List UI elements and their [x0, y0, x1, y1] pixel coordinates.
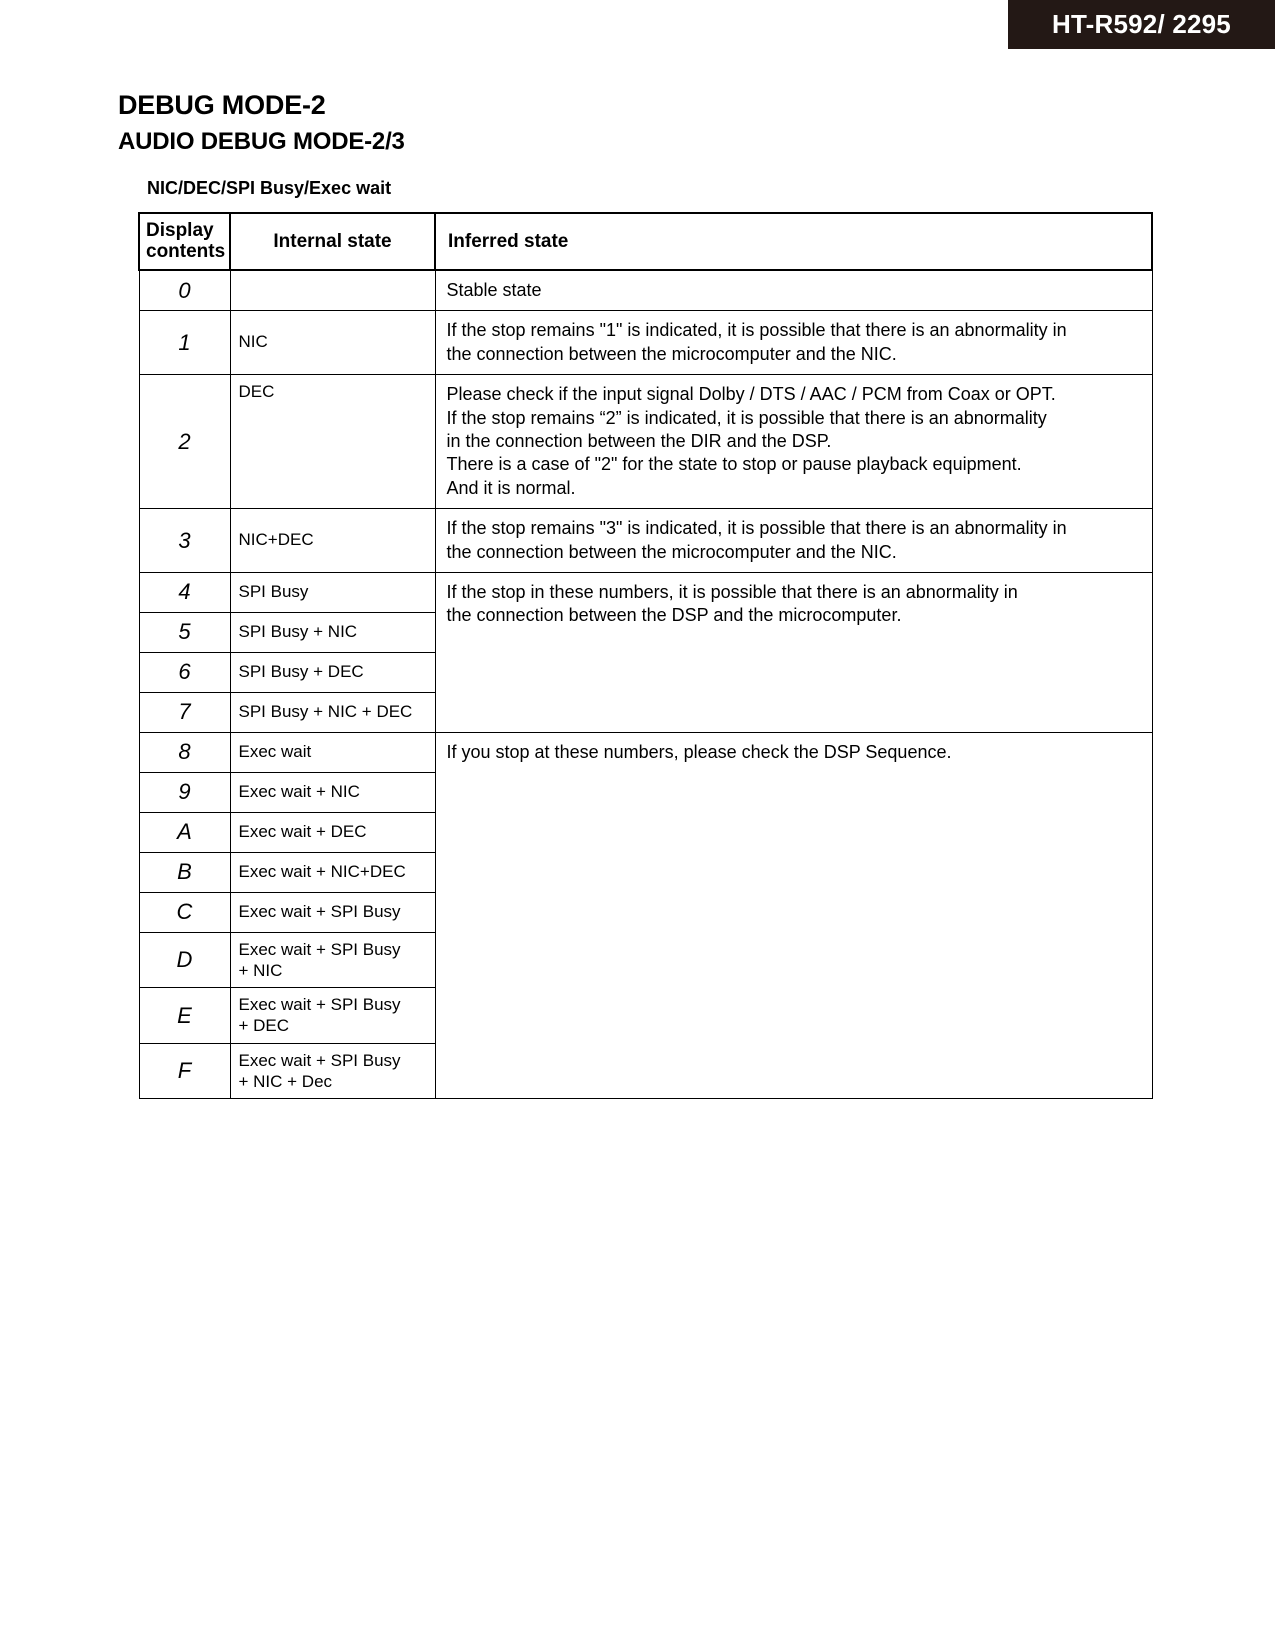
- cell-display-contents: [139, 311, 230, 375]
- inferred-line: the connection between the microcomputer and the NIC.: [446, 343, 897, 364]
- internal-line: + NIC + Dec: [238, 1071, 333, 1091]
- inferred-line: the connection between the microcomputer and the NIC.: [446, 541, 897, 562]
- cell-internal-state: Exec wait + NIC: [230, 772, 435, 812]
- table-row: [139, 270, 1152, 311]
- page-title: DEBUG MODE-2: [118, 90, 326, 120]
- internal-line: Exec wait + SPI Busy: [238, 995, 401, 1015]
- cell-inferred-state: Stable state: [435, 270, 1152, 311]
- display-value: C: [176, 899, 193, 925]
- cell-display-contents: [139, 572, 230, 612]
- internal-line: Exec wait + SPI Busy: [238, 939, 401, 959]
- section-label: NIC/DEC/SPI Busy/Exec wait: [147, 178, 392, 198]
- table-row: [139, 311, 1152, 375]
- cell-internal-state: Exec wait + NIC+DEC: [230, 852, 435, 892]
- display-value: 9: [178, 779, 191, 805]
- display-value: 8: [178, 739, 191, 765]
- cell-display-contents: [139, 692, 230, 732]
- cell-display-contents: [139, 852, 230, 892]
- cell-display-contents: [139, 932, 230, 987]
- cell-internal-state: DEC: [230, 375, 435, 509]
- display-value: 3: [178, 527, 191, 553]
- display-value: 6: [178, 659, 191, 685]
- cell-internal-state: [230, 932, 435, 987]
- inferred-line: If the stop remains "1" is indicated, it is possible that there is an abnormality in: [446, 320, 1067, 341]
- table-row: [139, 732, 1152, 772]
- cell-display-contents: [139, 772, 230, 812]
- cell-internal-state: Exec wait: [230, 732, 435, 772]
- inferred-line: If the stop remains "3" is indicated, it is possible that there is an abnormality in: [446, 518, 1067, 539]
- cell-inferred-state-group-spi-busy: [435, 572, 1152, 732]
- internal-line: Exec wait + SPI Busy: [238, 1050, 401, 1070]
- cell-inferred-state: [435, 375, 1152, 509]
- cell-internal-state: SPI Busy + NIC + DEC: [230, 692, 435, 732]
- debug-state-table: [138, 212, 1153, 1099]
- cell-display-contents: [139, 375, 230, 509]
- internal-line: + DEC: [238, 1016, 290, 1036]
- cell-display-contents: [139, 892, 230, 932]
- cell-internal-state: NIC+DEC: [230, 509, 435, 573]
- table-header-row: [139, 213, 1152, 270]
- inferred-line: the connection between the DSP and the microcomputer.: [446, 605, 902, 626]
- cell-inferred-state: [435, 509, 1152, 573]
- column-header-display-line1: Display: [146, 219, 214, 241]
- cell-display-contents: [139, 1043, 230, 1098]
- cell-display-contents: [139, 988, 230, 1043]
- cell-display-contents: [139, 612, 230, 652]
- cell-internal-state: Exec wait + SPI Busy: [230, 892, 435, 932]
- internal-line: + NIC: [238, 960, 283, 980]
- cell-internal-state: [230, 1043, 435, 1098]
- display-value: B: [177, 859, 192, 885]
- cell-internal-state: [230, 270, 435, 311]
- inferred-line: Please check if the input signal Dolby / DTS / AAC / PCM from Coax or OPT.: [446, 384, 1056, 405]
- table-row: [139, 572, 1152, 612]
- inferred-line: And it is normal.: [446, 477, 576, 498]
- inferred-line: in the connection between the DIR and the DSP.: [446, 430, 832, 451]
- cell-internal-state: Exec wait + DEC: [230, 812, 435, 852]
- cell-internal-state: NIC: [230, 311, 435, 375]
- display-value: F: [177, 1058, 192, 1084]
- display-value: 5: [178, 619, 191, 645]
- display-value: 4: [178, 579, 191, 605]
- display-value: 1: [178, 329, 191, 355]
- inferred-line: If the stop in these numbers, it is possible that there is an abnormality in: [446, 581, 1018, 602]
- column-header-display-contents: [139, 213, 230, 270]
- column-header-inferred-state: Inferred state: [435, 213, 1152, 270]
- display-value: 0: [178, 277, 191, 303]
- model-banner: [1008, 0, 1275, 49]
- inferred-line: There is a case of "2" for the state to stop or pause playback equipment.: [446, 454, 1022, 475]
- cell-internal-state: SPI Busy + NIC: [230, 612, 435, 652]
- inferred-line: If you stop at these numbers, please check the DSP Sequence.: [446, 741, 952, 762]
- display-value: 7: [178, 699, 191, 725]
- display-value: D: [176, 947, 193, 973]
- cell-inferred-state: [435, 311, 1152, 375]
- cell-internal-state: SPI Busy + DEC: [230, 652, 435, 692]
- column-header-display-line2: contents: [146, 240, 226, 262]
- table-row: [139, 509, 1152, 573]
- display-value: 2: [178, 428, 191, 454]
- cell-display-contents: [139, 732, 230, 772]
- display-value: A: [177, 819, 192, 845]
- display-value: E: [177, 1002, 192, 1028]
- cell-internal-state: [230, 988, 435, 1043]
- cell-display-contents: [139, 812, 230, 852]
- table-row: [139, 375, 1152, 509]
- page-subtitle: AUDIO DEBUG MODE-2/3: [118, 128, 405, 155]
- cell-display-contents: [139, 270, 230, 311]
- cell-display-contents: [139, 509, 230, 573]
- inferred-line: If the stop remains “2” is indicated, it is possible that there is an abnormality: [446, 407, 1047, 428]
- cell-inferred-state-group-exec-wait: [435, 732, 1152, 1098]
- cell-internal-state: SPI Busy: [230, 572, 435, 612]
- cell-display-contents: [139, 652, 230, 692]
- column-header-internal-state: Internal state: [230, 213, 435, 270]
- model-banner-label: HT-R592/ 2295: [1052, 9, 1231, 39]
